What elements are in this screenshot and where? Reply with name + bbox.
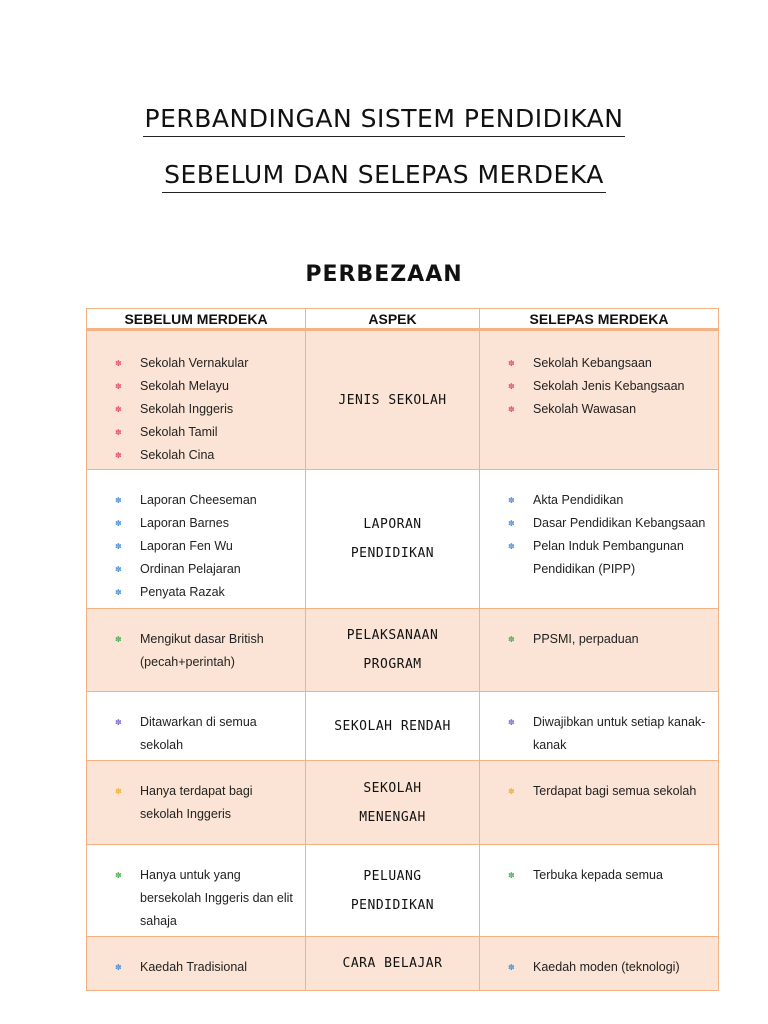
list-item: ✽ Hanya untuk yang bersekolah Inggeris dan elit sahaja (87, 864, 305, 933)
list-item: ✽ Sekolah Jenis Kebangsaan (480, 375, 718, 398)
list-item: ✽ Mengikut dasar British (pecah+perintah) (87, 628, 305, 674)
list-item: ✽ Diwajibkan untuk setiap kanak-kanak (480, 711, 718, 757)
aspect-cell: PELUANG PENDIDIKAN (306, 845, 480, 937)
after-list (480, 956, 718, 979)
before-list (87, 711, 305, 757)
before-cell (87, 609, 306, 692)
list-item: ✽ Ordinan Pelajaran (87, 558, 305, 581)
before-cell (87, 692, 306, 761)
aspect-cell: PELAKSANAAN PROGRAM (306, 609, 480, 692)
list-item: ✽ Terbuka kepada semua (480, 864, 718, 887)
table-row (87, 937, 719, 991)
section-subtitle: PERBEZAAN (305, 262, 463, 287)
table-header-row (87, 309, 719, 330)
table-row (87, 761, 719, 845)
list-item: ✽ Sekolah Tamil (87, 421, 305, 444)
list-item: ✽ Hanya terdapat bagi sekolah Inggeris (87, 780, 305, 826)
table-row (87, 609, 719, 692)
header-before: SEBELUM MERDEKA (87, 309, 306, 330)
before-list (87, 780, 305, 826)
list-item: ✽ Laporan Barnes (87, 512, 305, 535)
after-cell (480, 937, 719, 991)
after-list (480, 711, 718, 757)
table-row (87, 692, 719, 761)
list-item: ✽ Sekolah Cina (87, 444, 305, 467)
list-item: ✽ Sekolah Kebangsaan (480, 352, 718, 375)
list-item: ✽ Sekolah Wawasan (480, 398, 718, 421)
title-text-1: PERBANDINGAN SISTEM PENDIDIKAN (143, 104, 626, 137)
after-list (480, 780, 718, 803)
after-list (480, 489, 718, 581)
before-list (87, 489, 305, 604)
after-list (480, 352, 718, 421)
list-item: ✽ Laporan Fen Wu (87, 535, 305, 558)
before-list (87, 352, 305, 467)
list-item: ✽ Penyata Razak (87, 581, 305, 604)
aspect-cell: SEKOLAH RENDAH (306, 692, 480, 761)
after-cell (480, 692, 719, 761)
list-item: ✽ Laporan Cheeseman (87, 489, 305, 512)
table-row (87, 470, 719, 609)
list-item: ✽ Kaedah moden (teknologi) (480, 956, 718, 979)
list-item: ✽ Kaedah Tradisional (87, 956, 305, 979)
list-item: ✽ Ditawarkan di semua sekolah (87, 711, 305, 757)
aspect-cell: LAPORAN PENDIDIKAN (306, 470, 480, 609)
header-aspect: ASPEK (306, 309, 480, 330)
list-item: ✽ Terdapat bagi semua sekolah (480, 780, 718, 803)
before-cell (87, 761, 306, 845)
aspect-cell: JENIS SEKOLAH (306, 330, 480, 470)
after-list (480, 864, 718, 887)
before-list (87, 956, 305, 979)
before-cell (87, 845, 306, 937)
after-list (480, 628, 718, 651)
after-cell (480, 330, 719, 470)
list-item: ✽ Pelan Induk Pembangunan Pendidikan (PIPP) (480, 535, 718, 581)
after-cell (480, 470, 719, 609)
before-cell (87, 470, 306, 609)
page-title-line-1 (0, 104, 768, 137)
list-item: ✽ Akta Pendidikan (480, 489, 718, 512)
list-item: ✽ Sekolah Vernakular (87, 352, 305, 375)
page-title-line-2 (0, 160, 768, 193)
before-list (87, 864, 305, 933)
list-item: ✽ Sekolah Melayu (87, 375, 305, 398)
list-item: ✽ Dasar Pendidikan Kebangsaan (480, 512, 718, 535)
comparison-table (86, 308, 719, 991)
after-cell (480, 609, 719, 692)
title-text-2: SEBELUM DAN SELEPAS MERDEKA (162, 160, 606, 193)
before-cell (87, 330, 306, 470)
header-after: SELEPAS MERDEKA (480, 309, 719, 330)
list-item: ✽ Sekolah Inggeris (87, 398, 305, 421)
aspect-cell: CARA BELAJAR (306, 937, 480, 991)
before-list (87, 628, 305, 674)
after-cell (480, 761, 719, 845)
table-row (87, 845, 719, 937)
list-item: ✽ PPSMI, perpaduan (480, 628, 718, 651)
after-cell (480, 845, 719, 937)
before-cell (87, 937, 306, 991)
table-row (87, 330, 719, 470)
aspect-cell: SEKOLAH MENENGAH (306, 761, 480, 845)
